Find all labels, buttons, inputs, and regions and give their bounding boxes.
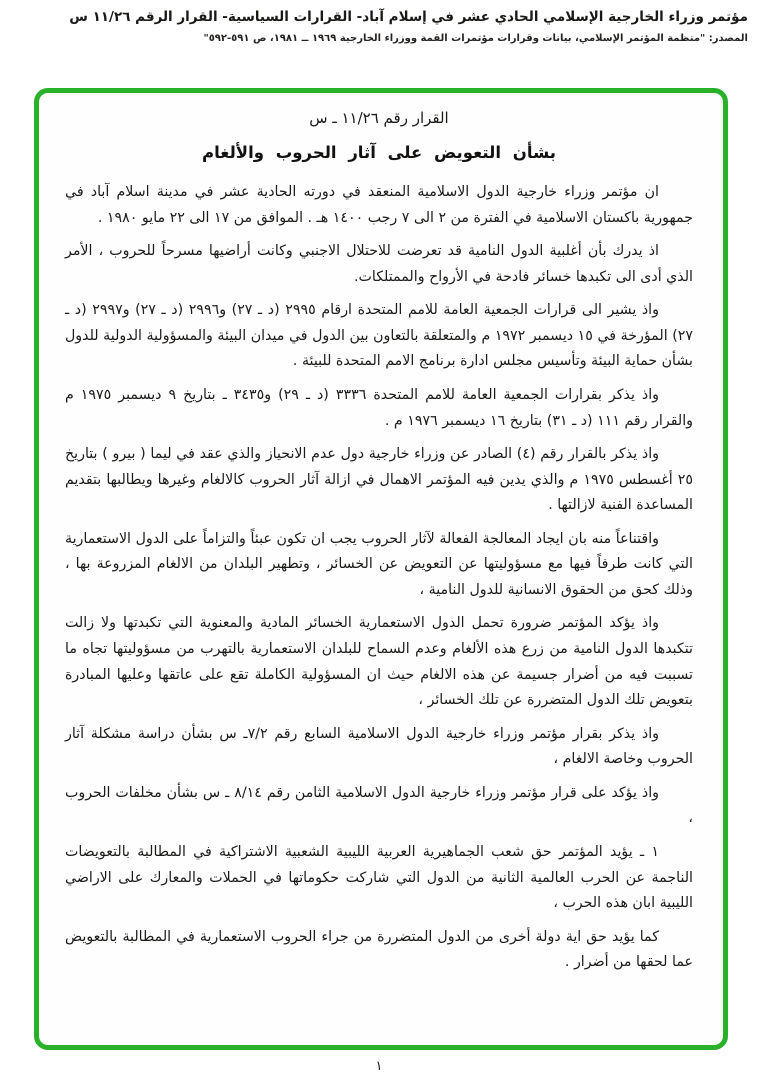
- document-frame: [34, 88, 728, 1050]
- page-number: ١: [375, 1059, 383, 1074]
- document-header: [8, 9, 748, 44]
- header-title: مؤتمر وزراء الخارجية الإسلامي الحادي عشر في إسلام آباد- القرارات السياسية- القرار الرقم ١١/٢٦ س: [69, 9, 748, 25]
- paragraph: واذ يذكر بالقرار رقم (٤) الصادر عن وزراء خارجية دول عدم الانحياز والذي عقد في ليما ( بيرو ) بتاريخ ٢٥ أغسطس ١٩٧٥ م والذي يدين فيه المؤتمر الاهمال في ازالة آثار الحروب كالالغام وغيرها ويطالبها بتقديم المساعدة الفنية لازالتها .: [65, 446, 694, 514]
- paragraph: ان مؤتمر وزراء خارجية الدول الاسلامية المنعقد في دورته الحادية عشر في مدينة اسلام آباد في جمهورية باكستان الاسلامية في الفترة من ٢ الى ٧ رجب ١٤٠٠ هـ . الموافق من ١٧ الى ٢٢ مايو ١٩٨٠ .: [65, 184, 693, 226]
- resolution-number: القرار رقم ١١/٢٦ ـ س: [309, 109, 449, 127]
- paragraph: واذ يذكر بقرارات الجمعية العامة للامم المتحدة ٣٣٣٦ (د ـ ٢٩) و٣٤٣٥ ـ بتاريخ ٩ ديسمبر ١٩٧٥ م والقرار رقم ١١١ (د ـ ٣١) بتاريخ ١٦ ديسمبر ١٩٧٦ م .: [65, 386, 693, 429]
- paragraph: واقتناعاً منه بان ايجاد المعالجة الفعالة لآثار الحروب يجب ان تكون عبئاً والتزاماً على الدول الاستعمارية التي كانت طرفاً فيها مع مسؤوليتها عن التعويض عن الخسائر ، وتطهير البلدان من الالغام المزروعة بها ، وذلك كحق من الحقوق الانسانية للدول النامية ،: [65, 530, 693, 598]
- paragraph: واذ يشير الى قرارات الجمعية العامة للامم المتحدة ارقام ٢٩٩٥ (د ـ ٢٧) و٢٩٩٦ (د ـ ٢٧) و٢٩٩٧ (د ـ ٢٧) المؤرخة في ١٥ ديسمبر ١٩٧٢ م والمتعلقة بالتعاون بين الدول في ميدان البيئة والمسؤولية الدولية للدول بشأن حماية البيئة وتأسيس مجلس ادارة برنامج الامم المتحدة للبيئة .: [65, 302, 693, 370]
- paragraph: واذ يذكر بقرار مؤتمر وزراء خارجية الدول الاسلامية السابع رقم ٧/٢ـ س بشأن دراسة مشكلة آثار الحروب وخاصة الالغام ،: [65, 725, 693, 768]
- resolution-title: بشأن التعويض على آثار الحروب والألغام: [201, 143, 557, 162]
- paragraph: واذ يؤكد على قرار مؤتمر وزراء خارجية الدول الاسلامية الثامن رقم ٨/١٤ ـ س بشأن مخلفات الحروب ،: [65, 784, 693, 827]
- paragraph: واذ يؤكد المؤتمر ضرورة تحمل الدول الاستعمارية الخسائر المادية والمعنوية التي تكبدتها ولا زالت تتكبدها الدول النامية من زرع هذه الألغام وعدم السماح للبلدان الاستعمارية بالتهرب من مسؤوليتها تجاه ما تسببت فيه من أضرار جسيمة عن هذه الالغام حيث ان المسؤولية الكاملة تقع على عاتقها وعليها المبادرة بتعويض تلك الدول المتضررة عن تلك الخسائر ،: [65, 615, 693, 709]
- paragraph: ١ ـ يؤيد المؤتمر حق شعب الجماهيرية العربية الليبية الشعبية الاشتراكية في المطالبة بالتعويضات الناجمة عن الحرب العالمية الثانية من الدول التي شاركت حكوماتها في الحملات والمعارك على الاراضي الليبية ابان هذه الحرب ،: [65, 843, 693, 912]
- header-source: المصدر: "منظمة المؤتمر الإسلامي، بيانات وقرارات مؤتمرات القمة ووزراء الخارجية ١٩٦٩ ــ ١٩٨١، ص ٥٩١-٥٩٢": [203, 33, 748, 44]
- paragraph: اذ يدرك بأن أغلبية الدول النامية قد تعرضت للاحتلال الاجنبي وكانت أراضيها مسرحاً للحروب ، الأمر الذي أدى الى تكبدها خسائر فادحة في الأرواح والممتلكات.: [65, 243, 693, 285]
- paragraph: كما يؤيد حق اية دولة أخرى من الدول المتضررة من جراء الحروب الاستعمارية في المطالبة بالتعويض عما لحقها من أضرار .: [65, 928, 693, 971]
